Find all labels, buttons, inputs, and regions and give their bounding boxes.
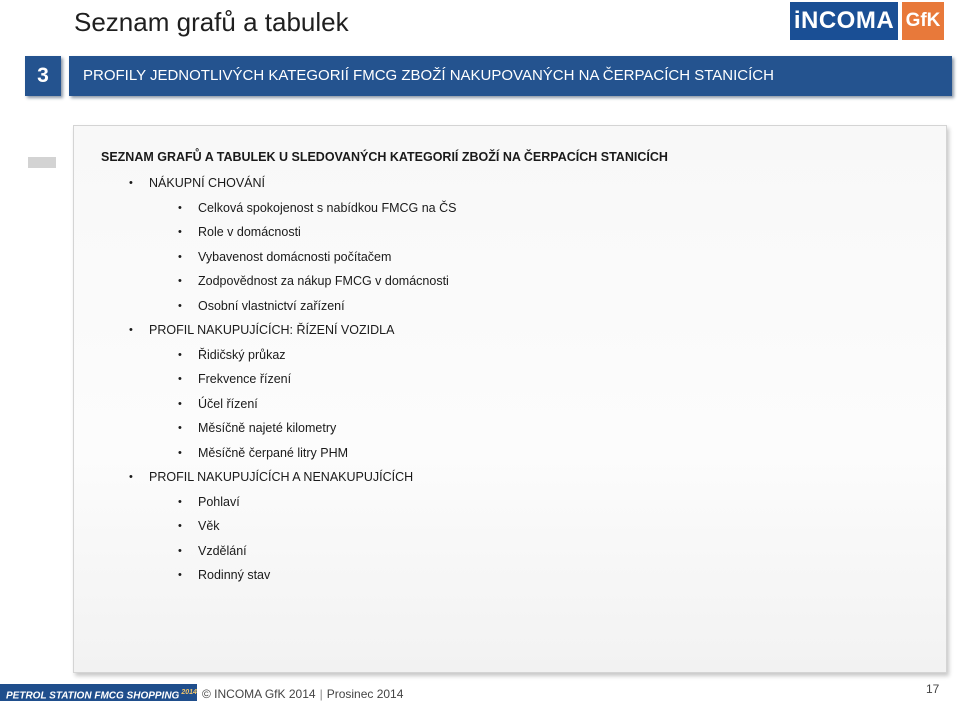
footer-brand (6, 684, 197, 701)
footer-date: Prosinec 2014 (326, 687, 404, 701)
chapter-title: PROFILY JEDNOTLIVÝCH KATEGORIÍ FMCG ZBOŽÍ NAKUPOVANÝCH NA ČERPACÍCH STANICÍCH (83, 67, 774, 84)
bullet-icon: • (129, 177, 133, 189)
sub-item: Pohlaví (198, 495, 240, 509)
section-item: PROFIL NAKUPUJÍCÍCH: ŘÍZENÍ VOZIDLA (149, 323, 395, 337)
section-item: PROFIL NAKUPUJÍCÍCH A NENAKUPUJÍCÍCH (149, 470, 414, 484)
logo (788, 2, 948, 42)
bullet-icon: • (178, 251, 182, 263)
bullet-icon: • (178, 202, 182, 214)
sub-item: Celková spokojenost s nabídkou FMCG na ČS (198, 201, 457, 215)
bullet-icon: • (178, 447, 182, 459)
bullet-icon: • (129, 324, 133, 336)
sub-item: Účel řízení (198, 397, 258, 411)
footer-brand-name: PETROL STATION FMCG SHOPPING (6, 690, 180, 702)
sub-item: Měsíčně najeté kilometry (198, 421, 337, 435)
sub-item: Vybavenost domácnosti počítačem (198, 250, 392, 264)
bullet-icon: • (178, 373, 182, 385)
bullet-icon: • (178, 520, 182, 532)
bullet-icon: • (178, 422, 182, 434)
sub-item: Osobní vlastnictví zařízení (198, 299, 345, 313)
bullet-icon: • (178, 398, 182, 410)
bullet-icon: • (178, 275, 182, 287)
footer-brand-year: 2014 (181, 689, 197, 696)
footer-copyright (202, 687, 403, 701)
bullet-icon: • (178, 545, 182, 557)
sub-item: Rodinný stav (198, 568, 271, 582)
sub-item: Vzdělání (198, 544, 247, 558)
footer-copyright-text: © INCOMA GfK 2014 (202, 687, 316, 701)
sub-item: Měsíčně čerpané litry PHM (198, 446, 349, 460)
sub-item: Role v domácnosti (198, 225, 301, 239)
section-item: NÁKUPNÍ CHOVÁNÍ (149, 176, 265, 190)
bullet-icon: • (129, 471, 133, 483)
sub-item: Řidičský průkaz (198, 348, 286, 362)
content-heading: SEZNAM GRAFŮ A TABULEK U SLEDOVANÝCH KATEGORIÍ ZBOŽÍ NA ČERPACÍCH STANICÍCH (101, 150, 668, 164)
bullet-icon: • (178, 496, 182, 508)
side-tab-marker (28, 157, 56, 168)
bullet-icon: • (178, 226, 182, 238)
sub-item: Frekvence řízení (198, 372, 292, 386)
bullet-icon: • (178, 300, 182, 312)
bullet-icon: • (178, 569, 182, 581)
sub-item: Zodpovědnost za nákup FMCG v domácnosti (198, 274, 449, 288)
page-title: Seznam grafů a tabulek (74, 7, 349, 37)
page-number: 17 (926, 682, 940, 696)
chapter-number: 3 (25, 56, 61, 96)
gfk-logo: GfK (902, 2, 944, 40)
incoma-logo: iNCOMA (790, 2, 898, 40)
footer-separator: | (319, 687, 323, 701)
sub-item: Věk (198, 519, 220, 533)
bullet-icon: • (178, 349, 182, 361)
